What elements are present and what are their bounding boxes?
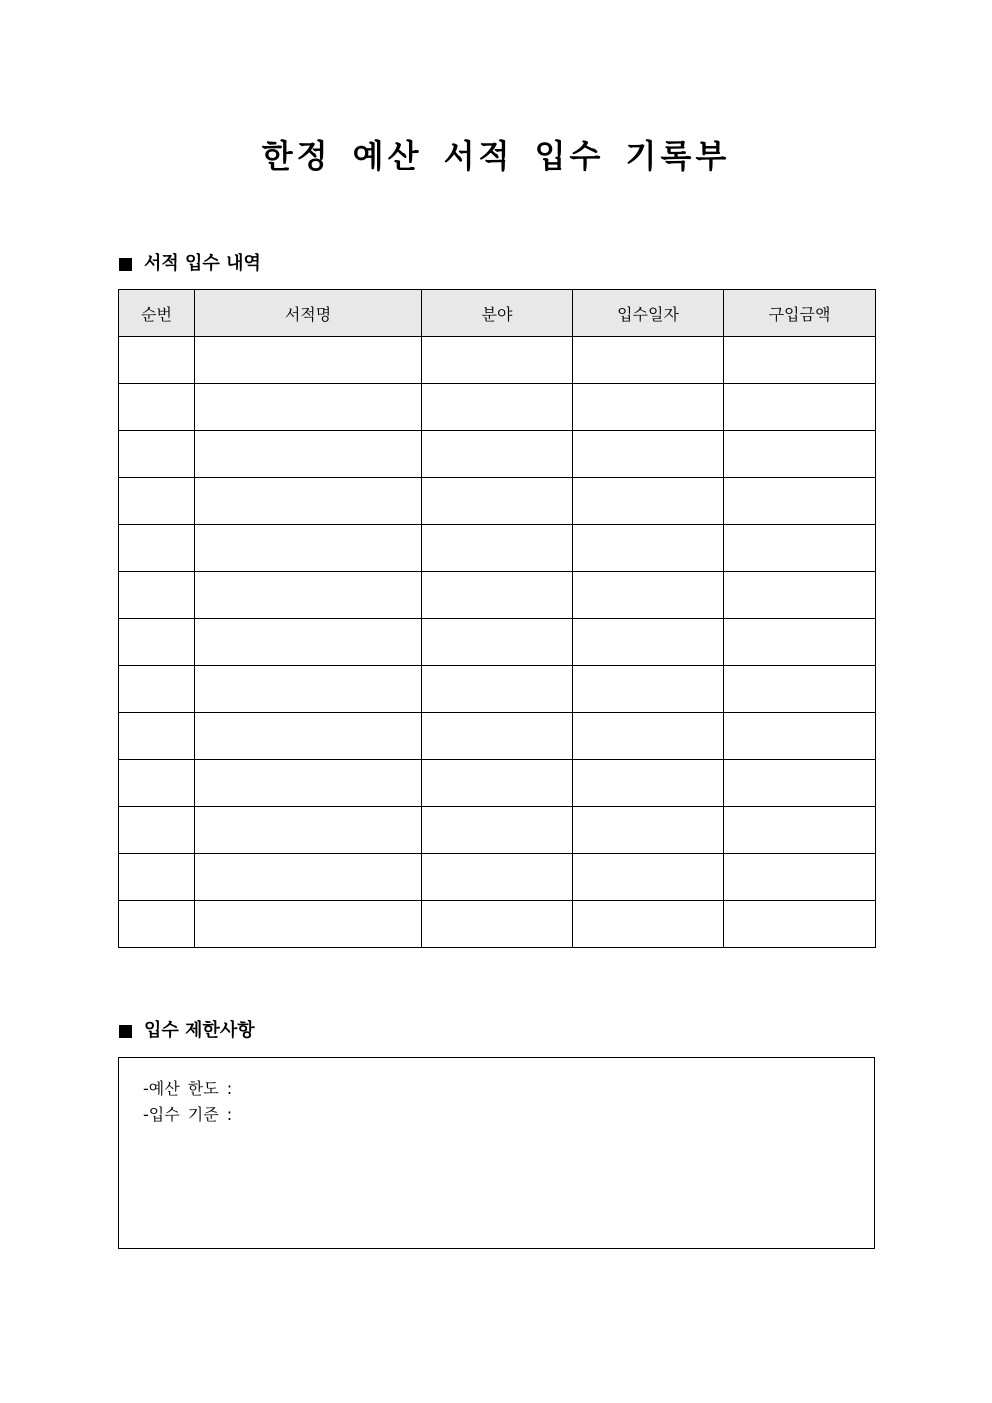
cell-field[interactable] [422,384,573,431]
table-row [119,760,876,807]
cell-number[interactable] [119,854,195,901]
table-row [119,713,876,760]
cell-amount[interactable] [724,525,876,572]
table-row [119,666,876,713]
cell-date[interactable] [573,901,724,948]
cell-number[interactable] [119,431,195,478]
column-header-title: 서적명 [195,290,422,337]
cell-field[interactable] [422,666,573,713]
column-header-field: 분야 [422,290,573,337]
cell-amount[interactable] [724,337,876,384]
limits-heading-text: 입수 제한사항 [144,1020,255,1041]
cell-date[interactable] [573,854,724,901]
cell-amount[interactable] [724,478,876,525]
cell-field[interactable] [422,478,573,525]
cell-amount[interactable] [724,666,876,713]
limits-box[interactable] [118,1057,875,1249]
table-row [119,807,876,854]
limits-section-heading [119,1019,255,1043]
cell-field[interactable] [422,619,573,666]
cell-field[interactable] [422,713,573,760]
records-section-heading [119,252,261,276]
cell-field[interactable] [422,572,573,619]
cell-title[interactable] [195,478,422,525]
page-title: 한정 예산 서적 입수 기록부 [261,137,731,175]
cell-field[interactable] [422,854,573,901]
cell-amount[interactable] [724,572,876,619]
cell-date[interactable] [573,760,724,807]
cell-number[interactable] [119,337,195,384]
cell-amount[interactable] [724,807,876,854]
cell-title[interactable] [195,619,422,666]
table-row [119,478,876,525]
table-row [119,431,876,478]
cell-field[interactable] [422,901,573,948]
cell-date[interactable] [573,384,724,431]
table-row [119,572,876,619]
column-header-date: 입수일자 [573,290,724,337]
cell-field[interactable] [422,525,573,572]
cell-date[interactable] [573,807,724,854]
cell-title[interactable] [195,666,422,713]
cell-date[interactable] [573,572,724,619]
cell-date[interactable] [573,619,724,666]
cell-title[interactable] [195,525,422,572]
cell-field[interactable] [422,760,573,807]
column-header-amount: 구입금액 [724,290,876,337]
cell-number[interactable] [119,572,195,619]
cell-number[interactable] [119,807,195,854]
cell-number[interactable] [119,384,195,431]
table-row [119,901,876,948]
cell-amount[interactable] [724,854,876,901]
table-row [119,619,876,666]
cell-amount[interactable] [724,619,876,666]
cell-amount[interactable] [724,760,876,807]
cell-number[interactable] [119,619,195,666]
records-heading-text: 서적 입수 내역 [144,253,261,274]
cell-title[interactable] [195,760,422,807]
column-header-number: 순번 [119,290,195,337]
cell-number[interactable] [119,901,195,948]
cell-amount[interactable] [724,431,876,478]
acquisition-criteria-label: -입수 기준 : [143,1105,233,1124]
cell-title[interactable] [195,431,422,478]
cell-date[interactable] [573,478,724,525]
cell-field[interactable] [422,807,573,854]
table-row [119,384,876,431]
cell-number[interactable] [119,525,195,572]
cell-date[interactable] [573,337,724,384]
cell-number[interactable] [119,478,195,525]
cell-amount[interactable] [724,384,876,431]
cell-amount[interactable] [724,901,876,948]
bullet-square-icon [119,258,132,271]
cell-title[interactable] [195,807,422,854]
cell-date[interactable] [573,713,724,760]
cell-number[interactable] [119,760,195,807]
cell-date[interactable] [573,525,724,572]
cell-title[interactable] [195,854,422,901]
budget-limit-label: -예산 한도 : [143,1079,233,1098]
cell-title[interactable] [195,901,422,948]
cell-number[interactable] [119,666,195,713]
cell-title[interactable] [195,572,422,619]
cell-date[interactable] [573,431,724,478]
table-row [119,337,876,384]
cell-title[interactable] [195,384,422,431]
table-row [119,525,876,572]
cell-title[interactable] [195,337,422,384]
cell-date[interactable] [573,666,724,713]
table-body [119,337,876,948]
book-records-table [118,289,876,948]
table-row [119,854,876,901]
table-header-row [119,290,876,337]
cell-amount[interactable] [724,713,876,760]
cell-number[interactable] [119,713,195,760]
cell-title[interactable] [195,713,422,760]
cell-field[interactable] [422,431,573,478]
bullet-square-icon [119,1025,132,1038]
cell-field[interactable] [422,337,573,384]
